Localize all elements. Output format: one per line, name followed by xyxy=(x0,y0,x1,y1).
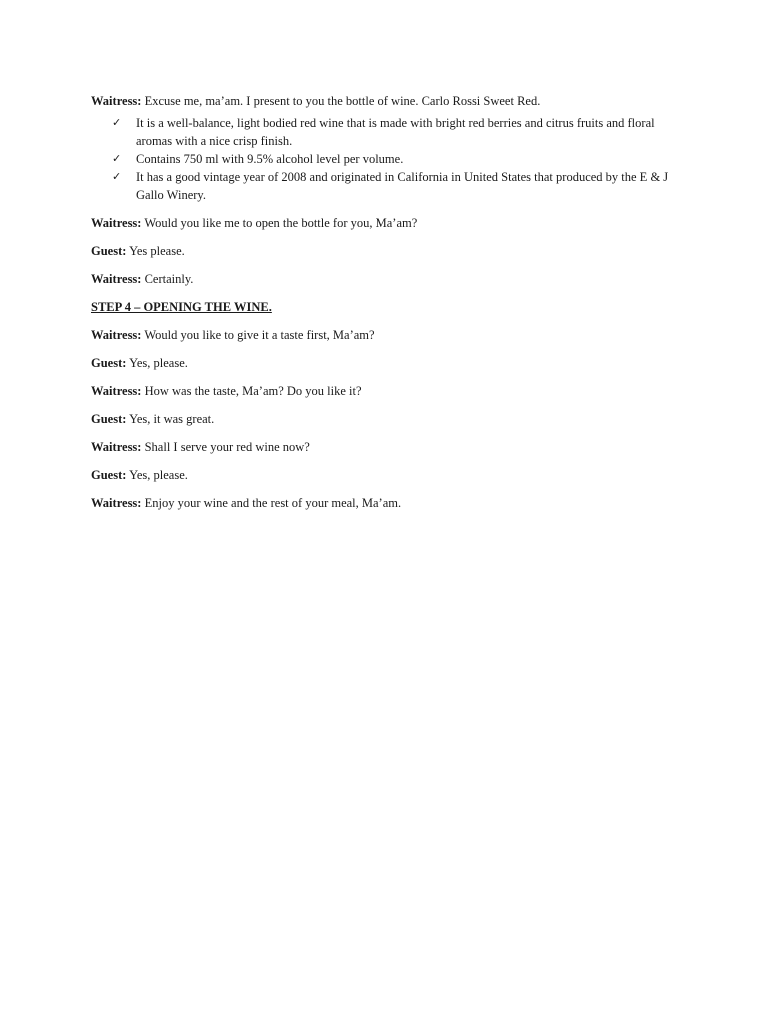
speaker-label: Guest: xyxy=(91,356,127,370)
dialogue-line xyxy=(91,410,691,428)
dialogue-text: Certainly. xyxy=(144,272,194,286)
list-item-text: It has a good vintage year of 2008 and originated in California in United States that produced by the E & J Gallo Winery. xyxy=(136,170,669,202)
dialogue-line xyxy=(91,382,691,400)
dialogue-line xyxy=(91,92,691,110)
dialogue-text: Excuse me, ma’am. I present to you the bottle of wine. Carlo Rossi Sweet Red. xyxy=(144,94,541,108)
dialogue-line xyxy=(91,270,691,288)
wine-details-list xyxy=(91,114,691,204)
dialogue-line xyxy=(91,438,691,456)
dialogue-line xyxy=(91,494,691,512)
dialogue-text: Enjoy your wine and the rest of your meal, Ma’am. xyxy=(144,496,402,510)
step-heading: STEP 4 – OPENING THE WINE. xyxy=(91,300,272,314)
list-item-text: Contains 750 ml with 9.5% alcohol level per volume. xyxy=(136,152,404,166)
dialogue-text: Yes, please. xyxy=(129,356,188,370)
list-item xyxy=(91,168,684,204)
dialogue-text: Yes, please. xyxy=(129,468,188,482)
dialogue-text: Shall I serve your red wine now? xyxy=(144,440,310,454)
dialogue-line xyxy=(91,242,691,260)
checkmark-icon: ✓ xyxy=(112,116,122,129)
dialogue-line xyxy=(91,354,691,372)
dialogue-text: Yes please. xyxy=(129,244,185,258)
speaker-label: Guest: xyxy=(91,412,127,426)
list-item xyxy=(91,114,684,150)
speaker-label: Guest: xyxy=(91,468,127,482)
checkmark-icon: ✓ xyxy=(112,152,122,165)
list-item xyxy=(91,150,684,168)
speaker-label: Waitress: xyxy=(91,384,142,398)
speaker-label: Guest: xyxy=(91,244,127,258)
dialogue-line xyxy=(91,214,691,232)
speaker-label: Waitress: xyxy=(91,216,142,230)
speaker-label: Waitress: xyxy=(91,94,142,108)
dialogue-line xyxy=(91,326,691,344)
speaker-label: Waitress: xyxy=(91,440,142,454)
document-body xyxy=(91,92,691,512)
speaker-label: Waitress: xyxy=(91,328,142,342)
dialogue-line xyxy=(91,466,691,484)
dialogue-text: Yes, it was great. xyxy=(129,412,215,426)
dialogue-text: Would you like to give it a taste first, Ma’am? xyxy=(144,328,375,342)
list-item-text: It is a well-balance, light bodied red wine that is made with bright red berries and citrus fruits and floral aromas with a nice crisp finish. xyxy=(136,116,655,148)
speaker-label: Waitress: xyxy=(91,272,142,286)
speaker-label: Waitress: xyxy=(91,496,142,510)
checkmark-icon: ✓ xyxy=(112,170,122,183)
dialogue-text: How was the taste, Ma’am? Do you like it? xyxy=(144,384,362,398)
dialogue-text: Would you like me to open the bottle for you, Ma’am? xyxy=(144,216,418,230)
